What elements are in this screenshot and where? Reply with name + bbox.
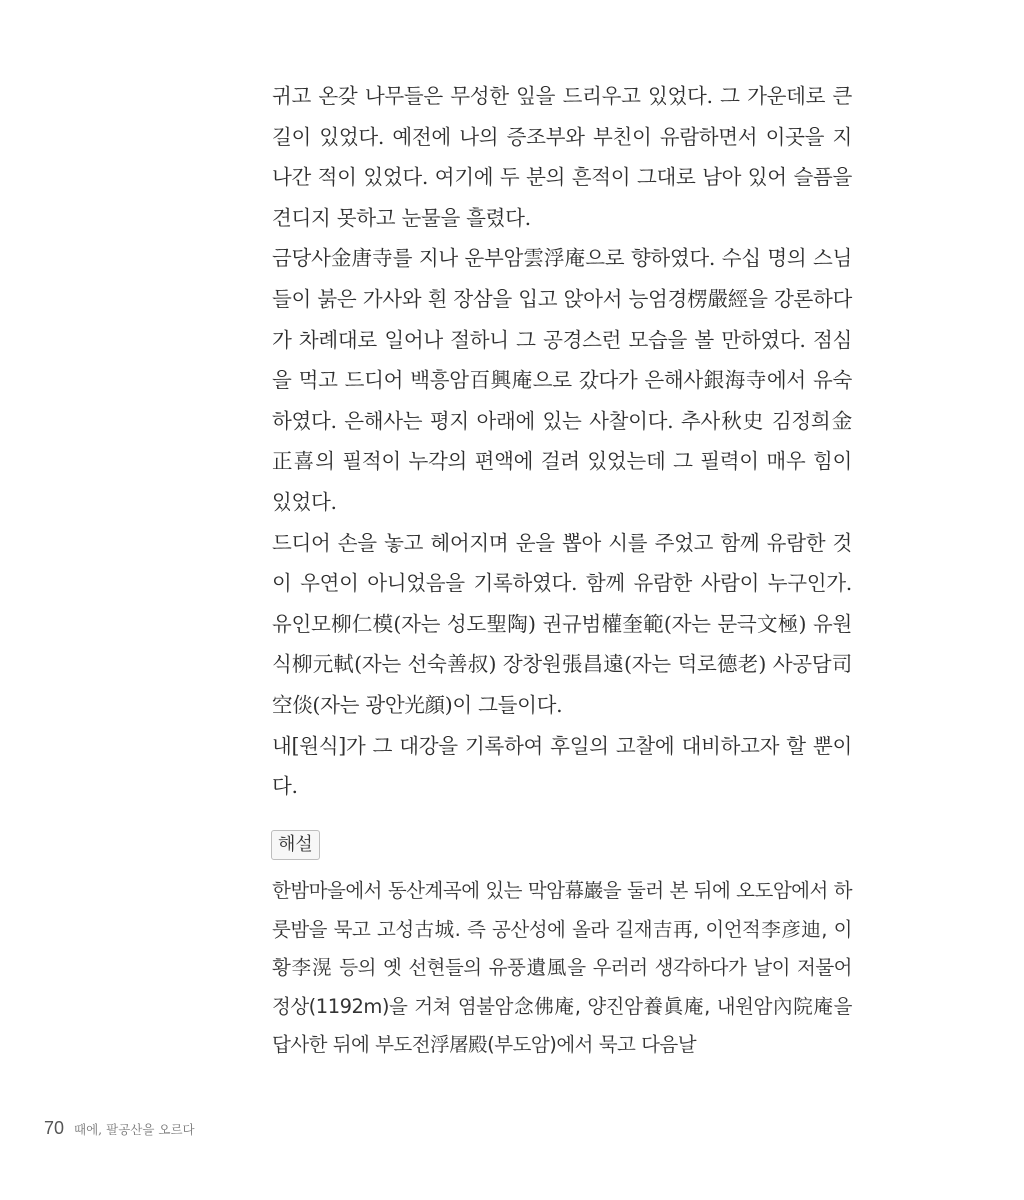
translation-paragraph: 내[원식]가 그 대강을 기록하여 후일의 고찰에 대비하고자 할 뿐이다. <box>272 733 852 799</box>
page-number: 70 <box>44 1118 65 1138</box>
page-footer <box>44 1118 195 1146</box>
commentary-paragraph: 한밤마을에서 동산계곡에 있는 막암幕巖을 둘러 본 뒤에 오도암에서 하룻밤을 묵고 고성古城. 즉 공산성에 올라 길재吉再, 이언적李彦迪, 이황李滉 등의 옛 선현들의 유풍遺風을 우러러 생각하다가 날이 저물어 정상(1192m)을 거쳐 염불암念佛庵, 양진암養眞庵, 내원암內院庵을 답사한 뒤에 부도전浮屠殿(부도암)에서 묵고 다음날 <box>272 879 852 1057</box>
commentary-heading: 해설 <box>271 830 320 860</box>
translation-paragraph: 귀고 온갖 나무들은 무성한 잎을 드리우고 있었다. 그 가운데로 큰 길이 있었다. 예전에 나의 증조부와 부친이 유람하면서 이곳을 지나간 적이 있었다. 여기에 두 분의 흔적이 그대로 남아 있어 슬픔을 견디지 못하고 눈물을 흘렸다. <box>272 84 852 230</box>
translation-paragraph: 금당사金唐寺를 지나 운부암雲浮庵으로 향하였다. 수십 명의 스님들이 붉은 가사와 흰 장삼을 입고 앉아서 능엄경楞嚴經을 강론하다가 차례대로 일어나 절하니 그 공경스런 모습을 볼 만하였다. 점심을 먹고 드디어 백흥암百興庵으로 갔다가 은해사銀海寺에서 유숙하였다. 은해사는 평지 아래에 있는 사찰이다. 추사秋史 김정희金正喜의 필적이 누각의 편액에 걸려 있었는데 그 필력이 매우 힘이 있었다. <box>272 246 852 514</box>
running-title: 때에, 팔공산을 오르다 <box>74 1122 195 1137</box>
translation-paragraph: 드디어 손을 놓고 헤어지며 운을 뽑아 시를 주었고 함께 유람한 것이 우연이 아니었음을 기록하였다. 함께 유람한 사람이 누구인가. 유인모柳仁模(자는 성도聖陶) 권규범權奎範(자는 문극文極) 유원식柳元軾(자는 선숙善叔) 장창원張昌遠(자는 덕로德老) 사공담司空倓(자는 광안光顔)이 그들이다. <box>272 530 852 717</box>
translation-text <box>272 76 852 807</box>
commentary-text <box>272 872 852 1065</box>
